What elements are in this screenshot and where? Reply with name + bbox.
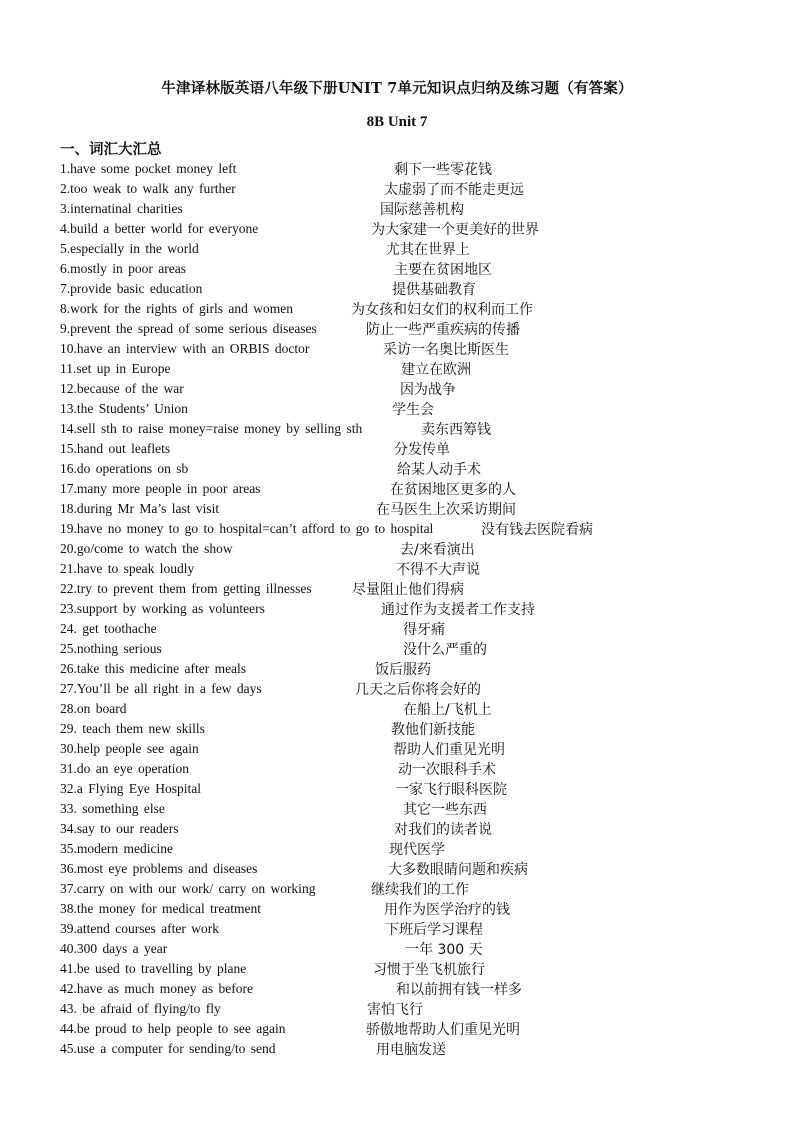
vocab-english: 35.modern medicine — [60, 841, 173, 856]
vocab-chinese: 为大家建一个更美好的世界 — [371, 222, 539, 238]
document-title: 牛津译林版英语八年级下册UNIT 7单元知识点归纳及练习题（有答案） — [161, 80, 633, 97]
vocab-chinese: 帮助人们重见光明 — [393, 742, 505, 758]
vocab-english: 18.during Mr Ma’s last visit — [60, 501, 220, 516]
vocab-chinese: 大多数眼睛问题和疾病 — [388, 862, 528, 878]
vocab-english: 30.help people see again — [60, 741, 199, 756]
vocab-english: 23.support by working as volunteers — [60, 601, 265, 616]
vocab-english: 17.many more people in poor areas — [60, 481, 261, 496]
vocab-chinese: 太虚弱了而不能走更远 — [384, 182, 524, 198]
vocab-english: 24. get toothache — [60, 621, 157, 636]
vocab-row — [0, 719, 794, 739]
vocab-english: 15.hand out leaflets — [60, 441, 171, 456]
vocab-english: 39.attend courses after work — [60, 921, 219, 936]
vocab-chinese: 教他们新技能 — [391, 722, 475, 738]
vocab-english: 5.especially in the world — [60, 241, 199, 256]
vocab-row — [0, 639, 794, 659]
vocab-english: 40.300 days a year — [60, 941, 168, 956]
vocab-english: 28.on board — [60, 701, 127, 716]
vocab-row — [0, 219, 794, 239]
vocab-chinese: 尤其在世界上 — [386, 242, 470, 258]
vocab-chinese: 现代医学 — [389, 842, 445, 858]
vocab-chinese: 在船上/飞机上 — [403, 702, 492, 718]
vocab-chinese: 几天之后你将会好的 — [355, 682, 481, 698]
vocab-chinese: 提供基础教育 — [392, 282, 476, 298]
vocab-english: 10.have an interview with an ORBIS doctor — [60, 341, 310, 356]
vocab-chinese: 采访一名奥比斯医生 — [383, 342, 509, 358]
vocab-row — [0, 539, 794, 559]
section-heading: 一、词汇大汇总 — [60, 141, 162, 158]
vocab-row — [0, 499, 794, 519]
vocab-chinese: 继续我们的工作 — [371, 882, 469, 898]
vocab-english: 8.work for the rights of girls and women — [60, 301, 293, 316]
vocab-chinese: 用电脑发送 — [376, 1042, 446, 1058]
vocab-english: 43. be afraid of flying/to fly — [60, 1001, 221, 1016]
vocab-chinese: 为女孩和妇女们的权利而工作 — [351, 302, 533, 318]
vocab-english: 13.the Students’ Union — [60, 401, 188, 416]
unit-title: 8B Unit 7 — [366, 114, 428, 130]
vocab-chinese: 给某人动手术 — [397, 462, 481, 478]
vocab-row — [0, 199, 794, 219]
vocab-row — [0, 159, 794, 179]
vocab-row — [0, 259, 794, 279]
vocab-row — [0, 919, 794, 939]
vocab-row — [0, 579, 794, 599]
vocab-chinese: 剩下一些零花钱 — [394, 162, 492, 178]
vocab-chinese: 对我们的读者说 — [394, 822, 492, 838]
vocab-row — [0, 319, 794, 339]
vocab-english: 1.have some pocket money left — [60, 161, 237, 176]
vocab-row — [0, 359, 794, 379]
vocab-chinese: 建立在欧洲 — [401, 362, 471, 378]
vocab-chinese: 卖东西筹钱 — [421, 422, 491, 438]
vocab-row — [0, 839, 794, 859]
vocab-english: 37.carry on with our work/ carry on working — [60, 881, 316, 896]
vocab-english: 6.mostly in poor areas — [60, 261, 186, 276]
vocabulary-list — [0, 159, 794, 1059]
vocab-english: 3.internatinal charities — [60, 201, 183, 216]
vocab-english: 31.do an eye operation — [60, 761, 189, 776]
vocab-row — [0, 599, 794, 619]
vocab-english: 44.be proud to help people to see again — [60, 1021, 286, 1036]
vocab-row — [0, 439, 794, 459]
vocab-row — [0, 279, 794, 299]
vocab-row — [0, 619, 794, 639]
vocab-chinese: 因为战争 — [400, 382, 456, 398]
vocab-row — [0, 739, 794, 759]
vocab-english: 14.sell sth to raise money=raise money by selling sth — [60, 421, 363, 436]
vocab-chinese: 分发传单 — [394, 442, 450, 458]
vocab-row — [0, 339, 794, 359]
vocab-english: 45.use a computer for sending/to send — [60, 1041, 276, 1056]
vocab-chinese: 主要在贫困地区 — [394, 262, 492, 278]
vocab-english: 25.nothing serious — [60, 641, 162, 656]
vocab-english: 2.too weak to walk any further — [60, 181, 236, 196]
vocab-chinese: 尽量阻止他们得病 — [352, 582, 464, 598]
vocab-row — [0, 1039, 794, 1059]
vocab-row — [0, 479, 794, 499]
vocab-english: 36.most eye problems and diseases — [60, 861, 258, 876]
vocab-english: 21.have to speak loudly — [60, 561, 195, 576]
vocab-chinese: 去/来看演出 — [400, 542, 475, 558]
vocab-row — [0, 679, 794, 699]
vocab-english: 22.try to prevent them from getting illnesses — [60, 581, 312, 596]
vocab-english: 9.prevent the spread of some serious diseases — [60, 321, 317, 336]
vocab-chinese: 通过作为支援者工作支持 — [381, 602, 535, 618]
vocab-row — [0, 399, 794, 419]
vocab-english: 19.have no money to go to hospital=can’t afford to go to hospital — [60, 521, 434, 536]
vocab-row — [0, 379, 794, 399]
vocab-english: 41.be used to travelling by plane — [60, 961, 247, 976]
vocab-row — [0, 659, 794, 679]
vocab-row — [0, 999, 794, 1019]
vocab-chinese: 下班后学习课程 — [385, 922, 483, 938]
vocab-english: 29. teach them new skills — [60, 721, 205, 736]
vocab-chinese: 防止一些严重疾病的传播 — [366, 322, 520, 338]
vocab-row — [0, 179, 794, 199]
vocab-row — [0, 299, 794, 319]
vocab-chinese: 一家飞行眼科医院 — [395, 782, 507, 798]
vocab-row — [0, 879, 794, 899]
vocab-english: 38.the money for medical treatment — [60, 901, 262, 916]
vocab-english: 32.a Flying Eye Hospital — [60, 781, 201, 796]
vocab-chinese: 在贫困地区更多的人 — [390, 482, 516, 498]
vocab-english: 26.take this medicine after meals — [60, 661, 247, 676]
vocab-row — [0, 799, 794, 819]
vocab-chinese: 在马医生上次采访期间 — [376, 502, 516, 518]
vocab-row — [0, 779, 794, 799]
vocab-row — [0, 419, 794, 439]
vocab-english: 4.build a better world for everyone — [60, 221, 259, 236]
vocab-row — [0, 979, 794, 999]
vocab-chinese: 其它一些东西 — [403, 802, 487, 818]
vocab-chinese: 饭后服药 — [375, 662, 431, 678]
vocab-row — [0, 1019, 794, 1039]
vocab-english: 11.set up in Europe — [60, 361, 171, 376]
vocab-chinese: 没有钱去医院看病 — [481, 522, 593, 538]
vocab-chinese: 用作为医学治疗的钱 — [384, 902, 510, 918]
vocab-row — [0, 459, 794, 479]
vocab-chinese: 得牙痛 — [403, 622, 445, 638]
vocab-row — [0, 959, 794, 979]
vocab-row — [0, 239, 794, 259]
vocab-english: 34.say to our readers — [60, 821, 179, 836]
vocab-row — [0, 939, 794, 959]
vocab-chinese: 动一次眼科手术 — [398, 762, 496, 778]
vocab-english: 16.do operations on sb — [60, 461, 189, 476]
vocab-chinese: 和以前拥有钱一样多 — [396, 982, 522, 998]
vocab-chinese: 习惯于坐飞机旅行 — [373, 962, 485, 978]
vocab-row — [0, 759, 794, 779]
vocab-chinese: 没什么严重的 — [403, 642, 487, 658]
vocab-chinese: 学生会 — [392, 402, 434, 418]
vocab-english: 42.have as much money as before — [60, 981, 253, 996]
vocab-row — [0, 859, 794, 879]
vocab-row — [0, 519, 794, 539]
vocab-english: 12.because of the war — [60, 381, 184, 396]
vocab-chinese: 一年 300 天 — [405, 942, 483, 958]
vocab-row — [0, 559, 794, 579]
vocab-english: 27.You’ll be all right in a few days — [60, 681, 262, 696]
vocab-row — [0, 699, 794, 719]
vocab-chinese: 害怕飞行 — [367, 1002, 423, 1018]
vocab-row — [0, 899, 794, 919]
vocab-english: 7.provide basic education — [60, 281, 203, 296]
vocab-row — [0, 819, 794, 839]
vocab-english: 20.go/come to watch the show — [60, 541, 233, 556]
vocab-english: 33. something else — [60, 801, 165, 816]
vocab-chinese: 骄傲地帮助人们重见光明 — [366, 1022, 520, 1038]
vocab-chinese: 国际慈善机构 — [380, 202, 464, 218]
vocab-chinese: 不得不大声说 — [396, 562, 480, 578]
